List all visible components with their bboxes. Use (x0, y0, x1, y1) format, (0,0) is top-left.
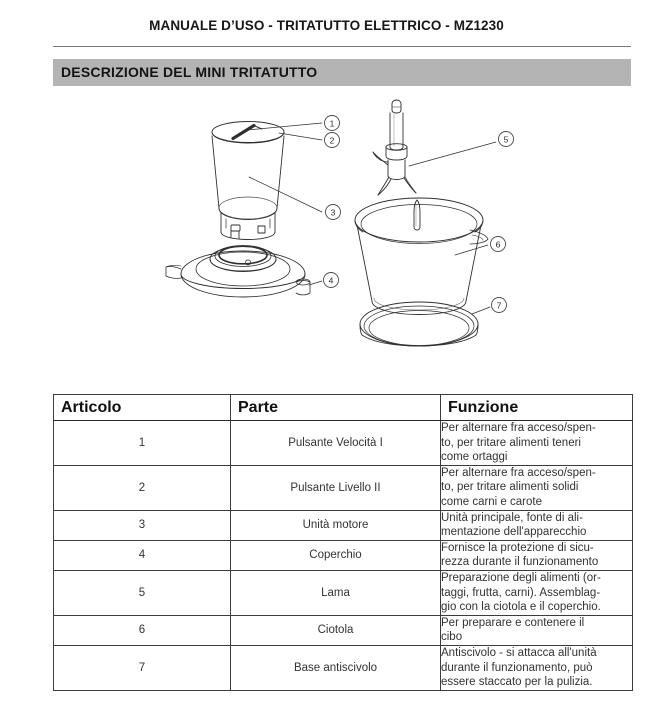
cell-funzione (441, 645, 633, 690)
funzione-line: cibo (441, 631, 463, 644)
funzione-line: to, per tritare alimenti teneri (441, 436, 581, 449)
callout-label-7: 7 (496, 300, 502, 311)
table-row (54, 540, 633, 570)
funzione-line: taggi, frutta, carni). Assemblag- (441, 586, 601, 599)
column-header-funzione: Funzione (441, 395, 633, 421)
funzione-line: Fornisce la protezione di sicu- (441, 541, 594, 554)
table-header-row (54, 395, 633, 421)
table-row (54, 510, 633, 540)
cell-articolo: 1 (54, 421, 231, 466)
cell-parte: Lama (231, 570, 441, 615)
cell-parte: Coperchio (231, 540, 441, 570)
funzione-line: come carni e carote (441, 495, 542, 508)
funzione-line: Preparazione degli alimenti (or- (441, 571, 601, 584)
section-heading-bar (53, 59, 631, 86)
title-divider (53, 46, 631, 47)
funzione-line: come ortaggi (441, 451, 508, 464)
cell-articolo: 7 (54, 645, 231, 690)
cell-parte: Base antiscivolo (231, 645, 441, 690)
table-body (54, 421, 633, 691)
product-diagram (0, 92, 653, 380)
cell-funzione (441, 510, 633, 540)
callout-label-1: 1 (329, 118, 335, 129)
cell-funzione (441, 540, 633, 570)
table-row (54, 421, 633, 466)
parts-table (53, 394, 633, 691)
funzione-line: durante il funzionamento, può (441, 661, 593, 674)
document-title: MANUALE D’USO - TRITATUTTO ELETTRICO - MZ1230 (149, 18, 504, 33)
funzione-line: Per preparare e contenere il (441, 616, 585, 629)
cell-articolo: 3 (54, 510, 231, 540)
callout-label-6: 6 (495, 239, 501, 250)
funzione-line: Unità principale, fonte di ali- (441, 511, 583, 524)
cell-articolo: 4 (54, 540, 231, 570)
funzione-line: to, per tritare alimenti solidi (441, 481, 579, 494)
cell-funzione (441, 421, 633, 466)
cell-parte: Pulsante Velocità I (231, 421, 441, 466)
table-row (54, 645, 633, 690)
funzione-line: Per alternare fra acceso/spen- (441, 466, 596, 479)
cell-funzione (441, 465, 633, 510)
cell-funzione (441, 615, 633, 645)
funzione-line: essere staccato per la pulizia. (441, 676, 593, 689)
cell-parte: Ciotola (231, 615, 441, 645)
callout-label-3: 3 (330, 207, 336, 218)
callout-label-2: 2 (329, 135, 335, 146)
table-row (54, 570, 633, 615)
table-row (54, 465, 633, 510)
funzione-line: Antiscivolo - si attacca all'unità (441, 646, 597, 659)
cell-articolo: 6 (54, 615, 231, 645)
cell-parte: Pulsante Livello II (231, 465, 441, 510)
funzione-line: gio con la ciotola e il coperchio. (441, 601, 601, 614)
callout-label-4: 4 (328, 275, 334, 286)
table-row (54, 615, 633, 645)
column-header-articolo: Articolo (54, 395, 231, 421)
funzione-line: Per alternare fra acceso/spen- (441, 422, 596, 434)
funzione-line: mentazione dell'apparecchio (441, 526, 587, 539)
cell-funzione (441, 570, 633, 615)
column-header-parte: Parte (231, 395, 441, 421)
cell-articolo: 2 (54, 465, 231, 510)
cell-articolo: 5 (54, 570, 231, 615)
cell-parte: Unità motore (231, 510, 441, 540)
section-heading-label: DESCRIZIONE DEL MINI TRITATUTTO (61, 64, 318, 80)
funzione-line: rezza durante il funzionamento (441, 556, 599, 569)
callout-label-5: 5 (503, 134, 509, 145)
